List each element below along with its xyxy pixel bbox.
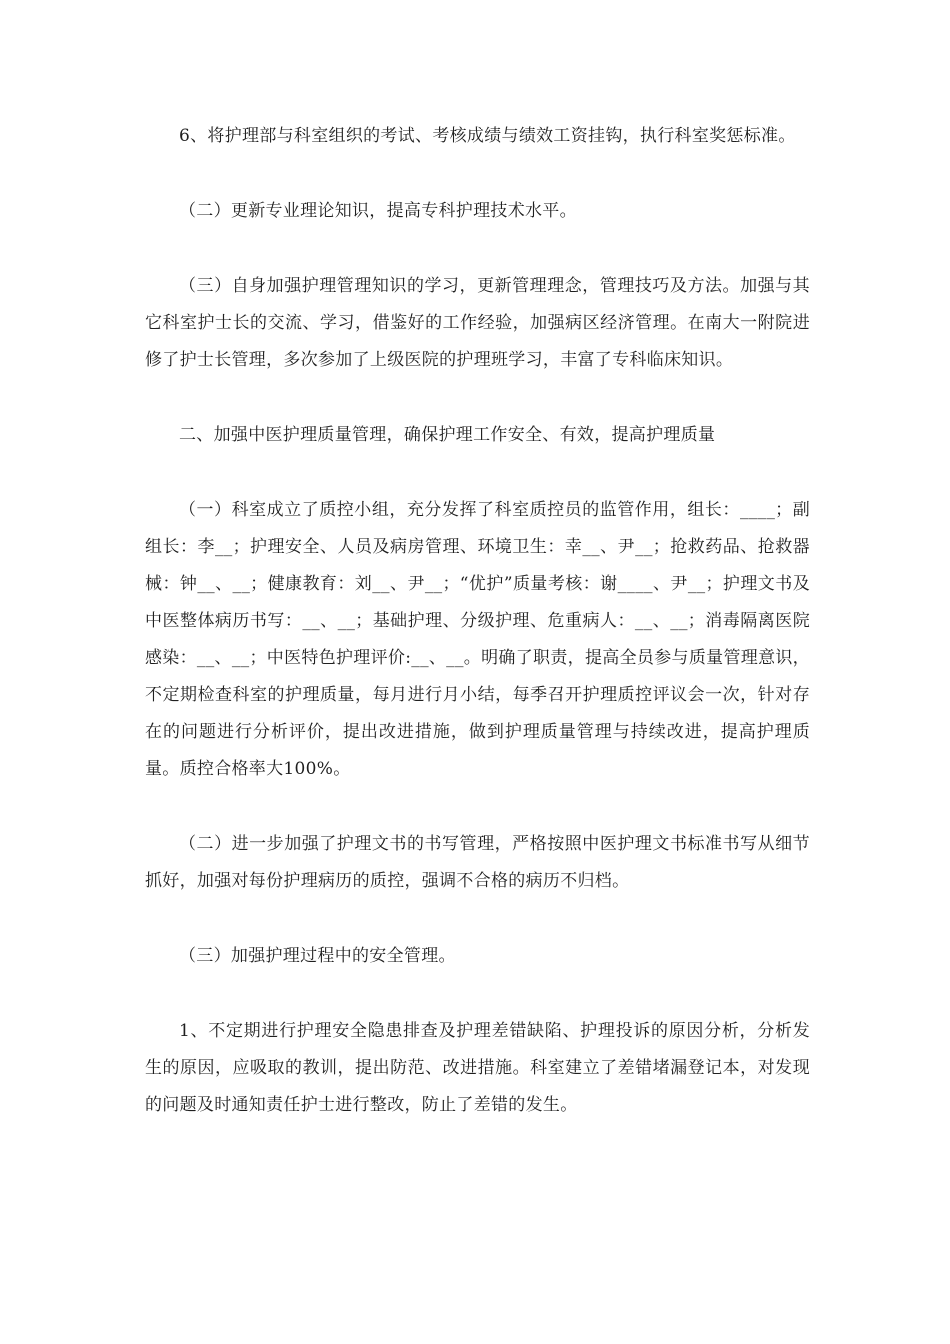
paragraph-item-6-exam-performance: 6、将护理部与科室组织的考试、考核成绩与绩效工资挂钩，执行科室奖惩标准。 <box>179 126 796 146</box>
paragraph-quality-control-team: （一）科室成立了质控小组，充分发挥了科室质控员的监管作用，组长：____；副组长：李__；护理安全、人员及病房管理、环境卫生：幸__、尹__；抢救药品、抢救器械：钟__、__；健康教育：刘__、尹__；“优护”质量考核：谢____、尹__；护理文书及中医整体病历书写：__、__；基础护理、分级护理、危重病人：__、__；消毒隔离医院感染：__、__；中医特色护理评价:__、__。明确了职责，提高全员参与质量管理意识，不定期检查科室的护理质量，每月进行月小结，每季召开护理质控评议会一次，针对存在的问题进行分析评价，提出改进措施，做到护理质量管理与持续改进，提高护理质量。质控合格率大100%。 <box>145 500 810 779</box>
paragraph-update-professional-knowledge: （二）更新专业理论知识，提高专科护理技术水平。 <box>179 201 577 221</box>
section-heading-quality-management: 二、加强中医护理质量管理，确保护理工作安全、有效，提高护理质量 <box>179 425 716 445</box>
document-body <box>145 118 810 1162</box>
paragraph-management-learning: （三）自身加强护理管理知识的学习，更新管理理念，管理技巧及方法。加强与其它科室护士长的交流、学习，借鉴好的工作经验，加强病区经济管理。在南大一附院进修了护士长管理，多次参加了上级医院的护理班学习，丰富了专科临床知识。 <box>145 276 810 370</box>
paragraph-safety-management: （三）加强护理过程中的安全管理。 <box>179 946 456 966</box>
paragraph-nursing-documents: （二）进一步加强了护理文书的书写管理，严格按照中医护理文书标准书写从细节抓好，加强对每份护理病历的质控，强调不合格的病历不归档。 <box>145 834 810 891</box>
paragraph-item-1-hazard-check: 1、不定期进行护理安全隐患排查及护理差错缺陷、护理投诉的原因分析，分析发生的原因，应吸取的教训，提出防范、改进措施。科室建立了差错堵漏登记本，对发现的问题及时通知责任护士进行整改，防止了差错的发生。 <box>145 1021 810 1115</box>
